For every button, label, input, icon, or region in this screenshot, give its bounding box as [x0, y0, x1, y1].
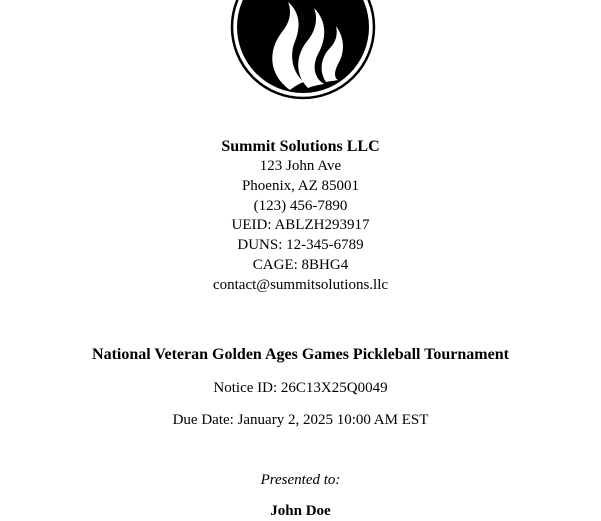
company-city-state-zip: Phoenix, AZ 85001 [241, 177, 360, 194]
company-name: Summit Solutions LLC [221, 138, 380, 155]
recipient-name: John Doe [270, 503, 331, 519]
company-email: contact@summitsolutions.llc [212, 276, 389, 293]
company-phone: (123) 456-7890 [253, 197, 348, 214]
company-contact-block [0, 157, 601, 296]
company-duns: DUNS: 12-345-6789 [237, 237, 364, 254]
company-ueid: UEID: ABLZH293917 [231, 217, 370, 234]
presented-to-label: Presented to: [260, 472, 341, 488]
company-address-line: 123 John Ave [259, 158, 342, 174]
due-date: Due Date: January 2, 2025 10:00 AM EST [172, 412, 429, 428]
notice-id: Notice ID: 26C13X25Q0049 [213, 380, 388, 396]
proposal-title: National Veteran Golden Ages Games Pickleball Tournament [92, 346, 509, 363]
flame-logo-icon [230, 0, 376, 100]
company-cage: CAGE: 8BHG4 [252, 256, 349, 273]
